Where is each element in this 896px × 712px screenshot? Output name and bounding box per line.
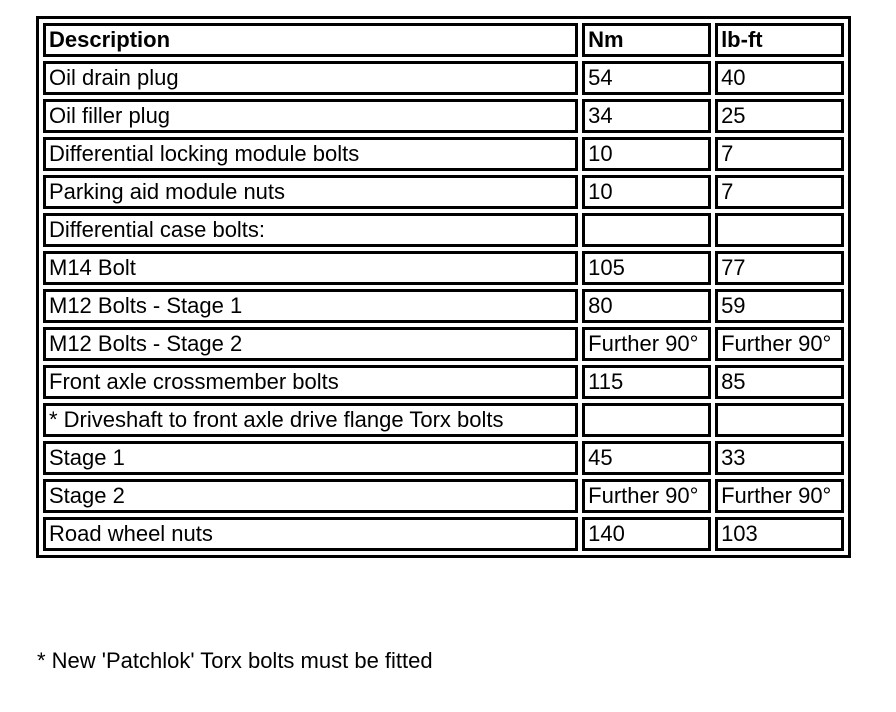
- torque-specification-table: [36, 16, 851, 558]
- cell-lb-ft: [715, 403, 844, 437]
- table-row: [43, 441, 844, 475]
- cell-description: M12 Bolts - Stage 1: [43, 289, 578, 323]
- cell-lb-ft: 7: [715, 137, 844, 171]
- table-row: [43, 251, 844, 285]
- cell-description: Oil drain plug: [43, 61, 578, 95]
- cell-description: Oil filler plug: [43, 99, 578, 133]
- cell-lb-ft: Further 90°: [715, 327, 844, 361]
- cell-nm: 115: [582, 365, 711, 399]
- cell-description: Stage 2: [43, 479, 578, 513]
- cell-description: M14 Bolt: [43, 251, 578, 285]
- cell-description: M12 Bolts - Stage 2: [43, 327, 578, 361]
- table-row: [43, 61, 844, 95]
- table-row: [43, 289, 844, 323]
- cell-lb-ft: 103: [715, 517, 844, 551]
- cell-description: Road wheel nuts: [43, 517, 578, 551]
- cell-description: Front axle crossmember bolts: [43, 365, 578, 399]
- cell-nm: Further 90°: [582, 327, 711, 361]
- table-header-row: [43, 23, 844, 57]
- header-description: Description: [43, 23, 578, 57]
- cell-lb-ft: 77: [715, 251, 844, 285]
- cell-lb-ft: 40: [715, 61, 844, 95]
- cell-lb-ft: 85: [715, 365, 844, 399]
- cell-description: * Driveshaft to front axle drive flange Torx bolts: [43, 403, 578, 437]
- cell-lb-ft: 59: [715, 289, 844, 323]
- cell-description: Differential case bolts:: [43, 213, 578, 247]
- cell-nm: 80: [582, 289, 711, 323]
- cell-nm: 34: [582, 99, 711, 133]
- table-row: [43, 327, 844, 361]
- cell-nm: 10: [582, 175, 711, 209]
- cell-lb-ft: 25: [715, 99, 844, 133]
- cell-description: Parking aid module nuts: [43, 175, 578, 209]
- cell-nm: Further 90°: [582, 479, 711, 513]
- table-row: [43, 365, 844, 399]
- cell-lb-ft: 7: [715, 175, 844, 209]
- cell-description: Stage 1: [43, 441, 578, 475]
- table-row: [43, 479, 844, 513]
- table-row: [43, 99, 844, 133]
- footnote: * New 'Patchlok' Torx bolts must be fitted: [37, 648, 433, 673]
- table-body: [43, 23, 844, 551]
- cell-nm: 45: [582, 441, 711, 475]
- table-row: [43, 213, 844, 247]
- cell-nm: 105: [582, 251, 711, 285]
- cell-lb-ft: 33: [715, 441, 844, 475]
- cell-nm: [582, 213, 711, 247]
- table-row: [43, 175, 844, 209]
- cell-lb-ft: [715, 213, 844, 247]
- cell-nm: 54: [582, 61, 711, 95]
- cell-description: Differential locking module bolts: [43, 137, 578, 171]
- cell-nm: [582, 403, 711, 437]
- table-row: [43, 137, 844, 171]
- table-row: [43, 403, 844, 437]
- header-lb-ft: lb-ft: [715, 23, 844, 57]
- table-row: [43, 517, 844, 551]
- cell-nm: 10: [582, 137, 711, 171]
- cell-lb-ft: Further 90°: [715, 479, 844, 513]
- header-nm: Nm: [582, 23, 711, 57]
- cell-nm: 140: [582, 517, 711, 551]
